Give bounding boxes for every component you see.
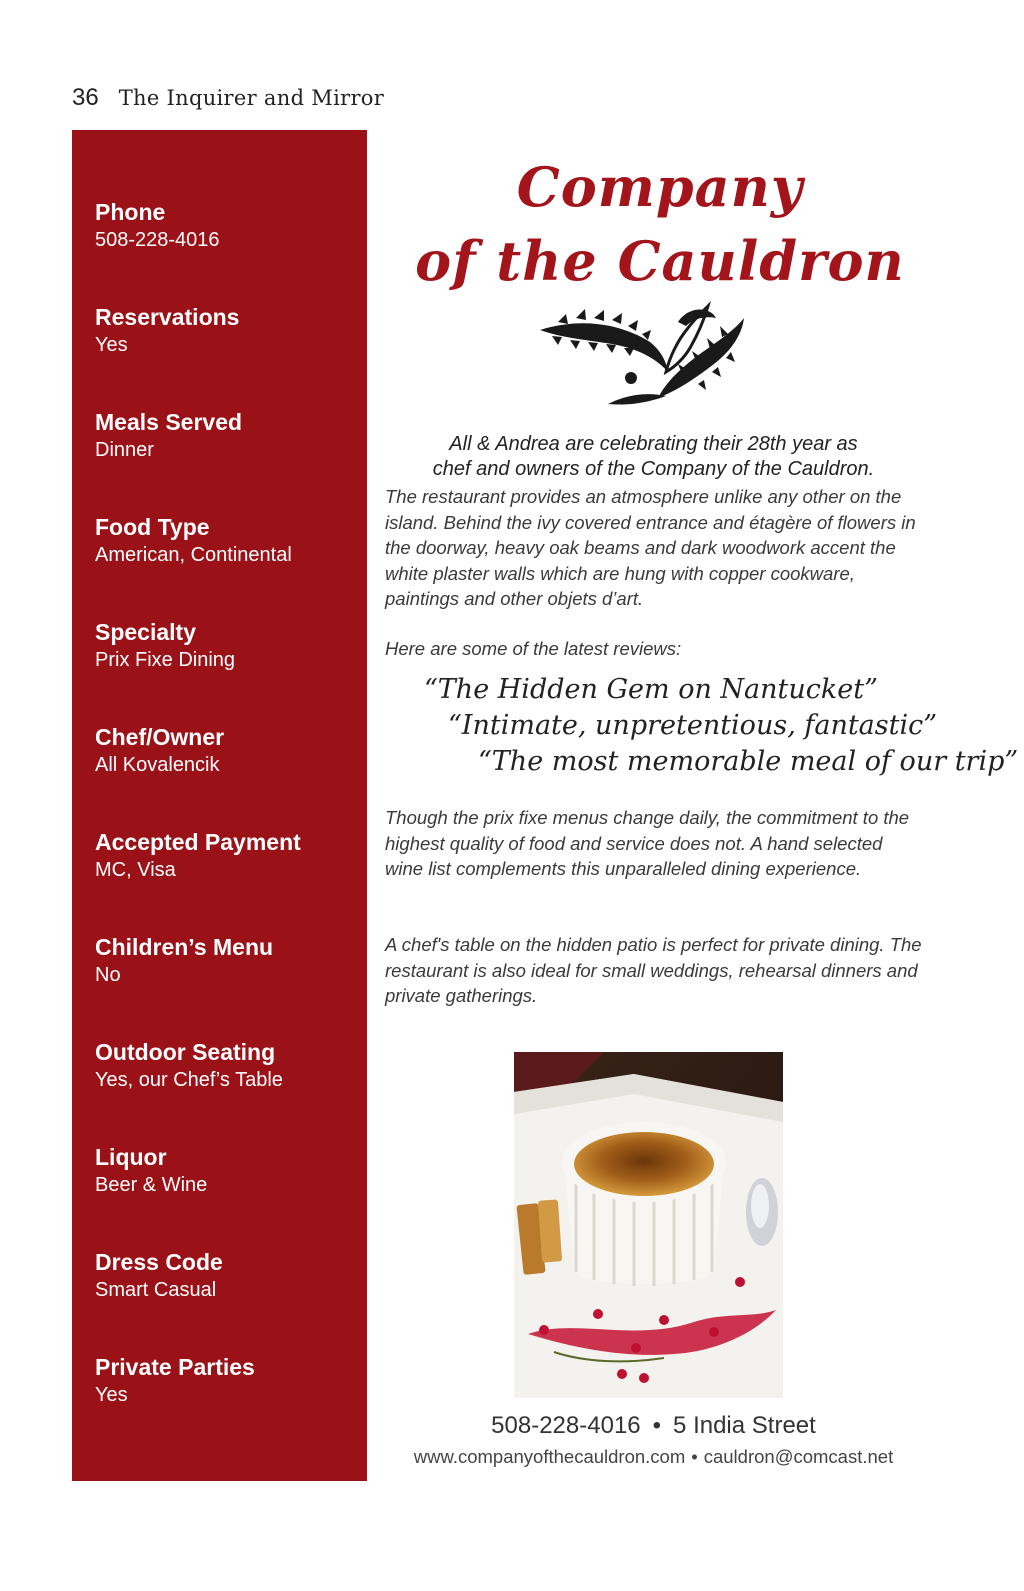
info-label: Chef/Owner: [95, 724, 225, 750]
footer-email-link[interactable]: cauldron@comcast.net: [703, 1446, 894, 1467]
info-label: Specialty: [95, 619, 196, 645]
info-reservations: [95, 303, 360, 359]
info-value: Smart Casual: [95, 1279, 217, 1301]
creme-brulee-photo: [514, 1052, 783, 1398]
reviews-intro: Here are some of the latest reviews:: [385, 638, 682, 659]
review-quote-2: “Intimate, unpretentious, fantastic”: [448, 710, 938, 741]
publication-title: The Inquirer and Mirror: [118, 86, 385, 110]
intro-paragraph: The restaurant provides an atmosphere unlike any other on the island. Behind the ivy covered entrance and étagère of flowers in the doorway, heavy oak beams and dark woodwork accent the white plaster walls which are hung with copper cookware, paintings and other objets d’art.: [385, 486, 916, 609]
lead-line-2: chef and owners of the Company of the Cauldron.: [432, 458, 875, 480]
footer-web: [386, 1446, 921, 1468]
info-phone: [95, 198, 360, 254]
info-label: Outdoor Seating: [95, 1039, 276, 1065]
footer-separator: •: [691, 1446, 698, 1467]
footer-address: 5 India Street: [673, 1412, 816, 1439]
herb-sprig-illustration: [538, 300, 748, 410]
info-liquor: [95, 1143, 360, 1199]
info-meals-served: [95, 408, 360, 464]
info-label: Meals Served: [95, 409, 243, 435]
review-quote-1: “The Hidden Gem on Nantucket”: [424, 674, 878, 705]
info-value: MC, Visa: [95, 859, 176, 881]
info-private-parties: [95, 1353, 360, 1409]
info-value: Beer & Wine: [95, 1174, 208, 1196]
page-header: [72, 84, 384, 120]
info-label: Phone: [95, 199, 166, 225]
info-sidebar: [72, 130, 367, 1481]
page-number: 36: [72, 84, 99, 111]
info-specialty: [95, 618, 360, 674]
info-value: Yes: [95, 334, 128, 356]
info-label: Children’s Menu: [95, 934, 274, 960]
title-line-1: Company: [516, 155, 804, 219]
restaurant-title: [400, 150, 920, 298]
footer-contact: [386, 1412, 921, 1440]
info-food-type: [95, 513, 360, 569]
menu-paragraph: Though the prix fixe menus change daily, the commitment to the highest quality of food and service does not. A hand selected wine list complements this unparalleled dining experience.: [385, 807, 910, 879]
info-label: Food Type: [95, 514, 210, 540]
info-value: No: [95, 964, 121, 986]
lead-line-1: All & Andrea are celebrating their 28th year as: [449, 433, 858, 455]
info-label: Reservations: [95, 304, 240, 330]
lead-text: [386, 432, 921, 482]
review-quote-3: “The most memorable meal of our trip”: [478, 746, 1019, 777]
private-dining-paragraph: A chef's table on the hidden patio is perfect for private dining. The restaurant is also ideal for small weddings, rehearsal dinners and private gatherings.: [385, 934, 922, 1006]
footer-phone: 508-228-4016: [491, 1412, 641, 1439]
footer-separator: •: [652, 1412, 662, 1439]
info-value: Yes: [95, 1384, 128, 1406]
info-outdoor-seating: [95, 1038, 360, 1094]
info-dress-code: [95, 1248, 360, 1304]
info-label: Dress Code: [95, 1249, 223, 1275]
info-accepted-payment: [95, 828, 360, 884]
info-chef-owner: [95, 723, 360, 779]
info-value: 508-228-4016: [95, 229, 220, 251]
info-label: Accepted Payment: [95, 829, 301, 855]
title-line-2: of the Cauldron: [415, 229, 905, 293]
info-label: Liquor: [95, 1144, 167, 1170]
info-value: All Kovalencik: [95, 754, 220, 776]
info-value: Dinner: [95, 439, 154, 461]
info-childrens-menu: [95, 933, 360, 989]
footer-website-link[interactable]: www.companyofthecauldron.com: [413, 1446, 686, 1467]
info-value: Prix Fixe Dining: [95, 649, 236, 671]
info-label: Private Parties: [95, 1354, 255, 1380]
info-value: American, Continental: [95, 544, 292, 566]
info-value: Yes, our Chef’s Table: [95, 1069, 283, 1091]
